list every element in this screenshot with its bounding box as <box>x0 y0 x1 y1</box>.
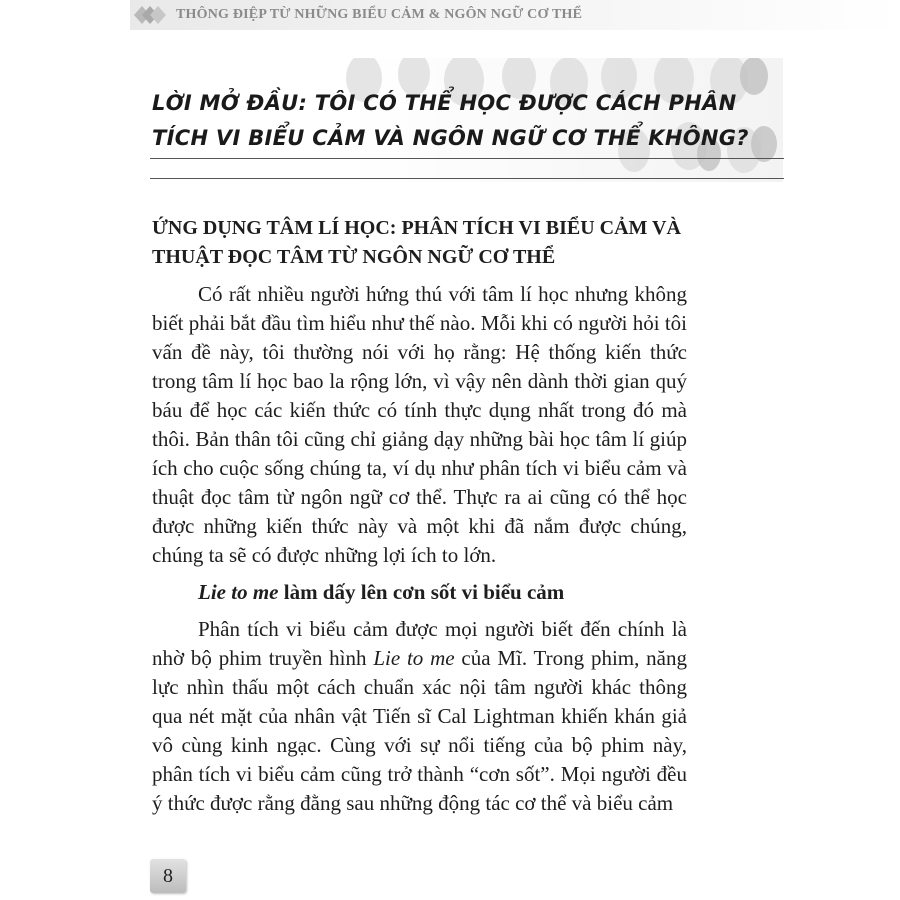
title-rule-top <box>150 158 784 159</box>
paragraph-2-italic: Lie to me <box>373 646 455 670</box>
chapter-title: LỜI MỞ ĐẦU: TÔI CÓ THỂ HỌC ĐƯỢC CÁCH PHÂN TÍCH VI BIỂU CẢM VÀ NGÔN NGỮ CƠ THỂ KHÔNG? <box>152 91 749 150</box>
header-diamonds-ornament <box>132 3 172 27</box>
paragraph-2-part-2: của Mĩ. Trong phim, năng lực nhìn thấu một cách chuẩn xác nội tâm người khác thông qua nét mặt của nhân vật Tiến sĩ Cal Lightman khiến khán giả vô cùng kinh ngạc. Cùng với sự nổi tiếng của bộ phim này, phân tích vi biểu cảm cũng trở thành “cơn sốt”. Mọi người đều ý thức được rằng đằng sau những động tác cơ thể và biểu cảm <box>152 646 688 815</box>
paragraph-2-part-1: Phân tích vi biểu cảm được mọi người biết đến chính là nhờ bộ phim truyền hình <box>152 617 687 670</box>
running-header <box>130 0 900 30</box>
paragraph-2 <box>152 615 687 818</box>
chapter-title-banner <box>114 58 783 182</box>
subsection-heading-italic: Lie to me <box>198 580 279 604</box>
running-title: THÔNG ĐIỆP TỪ NHỮNG BIỂU CẢM & NGÔN NGỮ CƠ THỂ <box>176 7 583 22</box>
subsection-heading <box>152 578 687 607</box>
title-rule-bottom <box>150 178 784 179</box>
section-heading: ỨNG DỤNG TÂM LÍ HỌC: PHÂN TÍCH VI BIỂU CẢM VÀ THUẬT ĐỌC TÂM TỪ NGÔN NGỮ CƠ THỂ <box>152 217 681 268</box>
page-number: 8 <box>150 859 186 893</box>
paragraph-1: Có rất nhiều người hứng thú với tâm lí học nhưng không biết phải bắt đầu tìm hiểu như thế nào. Mỗi khi có người hỏi tôi vấn đề này, tôi thường nói với họ rằng: Hệ thống kiến thức trong tâm lí học bao la rộng lớn, vì vậy nên dành thời gian quý báu để học các kiến thức có tính thực dụng nhất trong đó mà thôi. Bản thân tôi cũng chỉ giảng dạy những bài học tâm lí giúp ích cho cuộc sống chúng ta, ví dụ như phân tích vi biểu cảm và thuật đọc tâm từ ngôn ngữ cơ thể. Thực ra ai cũng có thể học được những kiến thức này và một khi đã nắm được chúng, chúng ta sẽ có được những lợi ích to lớn. <box>152 282 687 567</box>
page-body <box>152 214 687 826</box>
subsection-heading-rest: làm dấy lên cơn sốt vi biểu cảm <box>278 580 565 604</box>
